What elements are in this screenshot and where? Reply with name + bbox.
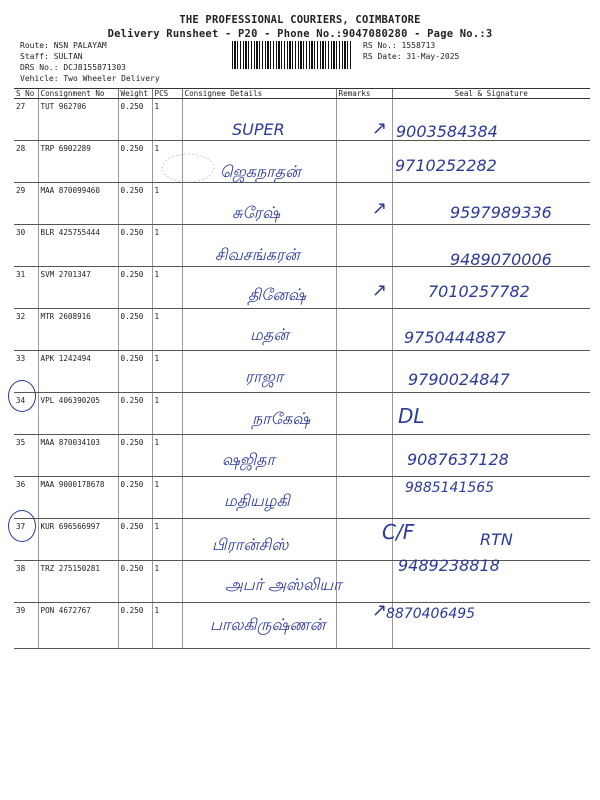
weight-cell: 0.250: [118, 561, 152, 603]
weight-cell: 0.250: [118, 141, 152, 183]
sno-cell: 39: [14, 603, 38, 649]
handwritten-consignee: அபர் அஸ்லியா: [225, 575, 342, 594]
pcs-cell: 1: [152, 393, 182, 435]
consignment-cell: MAA 9000178678: [38, 477, 118, 519]
meta-left: [20, 40, 160, 84]
consignment-cell: TRZ 275150281: [38, 561, 118, 603]
weight-cell: 0.250: [118, 351, 152, 393]
pcs-cell: 1: [152, 309, 182, 351]
sno-cell: 33: [14, 351, 38, 393]
sno-cell: 32: [14, 309, 38, 351]
consignment-cell: KUR 696566997: [38, 519, 118, 561]
weight-cell: 0.250: [118, 99, 152, 141]
handwritten-signature: DL: [398, 404, 425, 428]
weight-cell: 0.250: [118, 309, 152, 351]
handwritten-consignee: மதன்: [250, 325, 289, 344]
pcs-cell: 1: [152, 225, 182, 267]
handwritten-signature: 9003584384: [396, 122, 498, 141]
weight-cell: 0.250: [118, 477, 152, 519]
col-signature: Seal & Signature: [392, 89, 590, 99]
pcs-cell: 1: [152, 477, 182, 519]
arrow-mark: ↗: [372, 198, 388, 219]
col-pcs: PCS: [152, 89, 182, 99]
handwritten-signature: 9750444887: [404, 328, 506, 347]
circle-mark-34: [8, 380, 36, 412]
weight-cell: 0.250: [118, 603, 152, 649]
handwritten-consignee: ஷஜிதா: [222, 450, 275, 469]
col-remarks: Remarks: [336, 89, 392, 99]
remark-mark: C/F: [382, 520, 415, 544]
handwritten-consignee: SUPER: [232, 120, 285, 139]
pcs-cell: 1: [152, 267, 182, 309]
col-consignment: Consignment No: [38, 89, 118, 99]
consignment-cell: TUT 962706: [38, 99, 118, 141]
staff-label: Staff: SULTAN: [20, 52, 83, 61]
consignment-cell: MAA 870099460: [38, 183, 118, 225]
handwritten-signature: 9489238818: [398, 556, 500, 575]
company-title: THE PROFESSIONAL COURIERS, COIMBATORE: [179, 14, 421, 26]
handwritten-consignee: தினேஷ்: [248, 285, 306, 304]
handwritten-consignee: பிரான்சிஸ்: [212, 535, 289, 554]
sno-cell: 30: [14, 225, 38, 267]
arrow-mark: ↗: [372, 118, 388, 139]
weight-cell: 0.250: [118, 267, 152, 309]
handwritten-signature: 9597989336: [450, 203, 552, 222]
meta-right: [363, 40, 459, 62]
table-header-row: [14, 89, 590, 99]
consignment-cell: VPL 406390205: [38, 393, 118, 435]
handwritten-signature: RTN: [480, 530, 513, 549]
weight-cell: 0.250: [118, 183, 152, 225]
pcs-cell: 1: [152, 141, 182, 183]
pcs-cell: 1: [152, 519, 182, 561]
circle-mark-37: [8, 510, 36, 542]
sno-cell: 37: [14, 519, 38, 561]
arrow-mark: ↗: [372, 280, 388, 301]
rs-number: RS No.: 1558713: [363, 41, 436, 50]
pcs-cell: 1: [152, 351, 182, 393]
handwritten-consignee: ராஜா: [245, 367, 284, 386]
weight-cell: 0.250: [118, 225, 152, 267]
consignment-cell: TRP 6902289: [38, 141, 118, 183]
table-row: [14, 141, 590, 183]
handwritten-consignee: சுரேஷ்: [232, 203, 280, 222]
pcs-cell: 1: [152, 561, 182, 603]
col-consignee: Consignee Details: [182, 89, 336, 99]
sno-cell: 34: [14, 393, 38, 435]
faint-stamp: [158, 150, 218, 186]
sno-cell: 36: [14, 477, 38, 519]
handwritten-signature: 8870406495: [386, 606, 476, 622]
route-label: Route: NSN PALAYAM: [20, 41, 107, 50]
consignment-cell: BLR 425755444: [38, 225, 118, 267]
handwritten-consignee: மதியழகி: [224, 491, 290, 510]
arrow-mark: ↗: [372, 600, 388, 621]
handwritten-consignee: பாலகிருஷ்ணன்: [210, 615, 326, 634]
consignment-cell: APK 1242494: [38, 351, 118, 393]
handwritten-consignee: நாகேஷ்: [252, 409, 311, 428]
table-row: [14, 477, 590, 519]
sno-cell: 38: [14, 561, 38, 603]
barcode: [232, 41, 352, 69]
sno-cell: 29: [14, 183, 38, 225]
handwritten-consignee: சிவசங்கரன்: [215, 245, 300, 264]
handwritten-signature: 7010257782: [428, 282, 530, 301]
runsheet-table: [14, 88, 590, 649]
sno-cell: 31: [14, 267, 38, 309]
runsheet-title: Delivery Runsheet - P20 - Phone No.:9047080280 - Page No.:3: [107, 28, 493, 40]
sno-cell: 27: [14, 99, 38, 141]
weight-cell: 0.250: [118, 393, 152, 435]
col-sno: S No: [14, 89, 38, 99]
pcs-cell: 1: [152, 435, 182, 477]
consignment-cell: SVM 2701347: [38, 267, 118, 309]
drs-label: DRS No.: DCJ8155871303: [20, 63, 126, 72]
col-weight: Weight: [118, 89, 152, 99]
pcs-cell: 1: [152, 603, 182, 649]
handwritten-signature: 9790024847: [408, 370, 510, 389]
table-row: [14, 99, 590, 141]
handwritten-signature: 9885141565: [405, 480, 495, 496]
handwritten-consignee: ஜெகநாதன்: [220, 162, 301, 181]
weight-cell: 0.250: [118, 435, 152, 477]
sno-cell: 28: [14, 141, 38, 183]
sno-cell: 35: [14, 435, 38, 477]
handwritten-signature: 9087637128: [407, 450, 509, 469]
rs-date: RS Date: 31-May-2025: [363, 52, 460, 61]
handwritten-signature: 9489070006: [450, 250, 552, 269]
consignment-cell: MTR 2608916: [38, 309, 118, 351]
consignment-cell: MAA 870034103: [38, 435, 118, 477]
consignment-cell: PON 4672767: [38, 603, 118, 649]
handwritten-signature: 9710252282: [395, 156, 497, 175]
pcs-cell: 1: [152, 99, 182, 141]
vehicle-label: Vehicle: Two Wheeler Delivery: [20, 74, 160, 83]
pcs-cell: 1: [152, 183, 182, 225]
weight-cell: 0.250: [118, 519, 152, 561]
